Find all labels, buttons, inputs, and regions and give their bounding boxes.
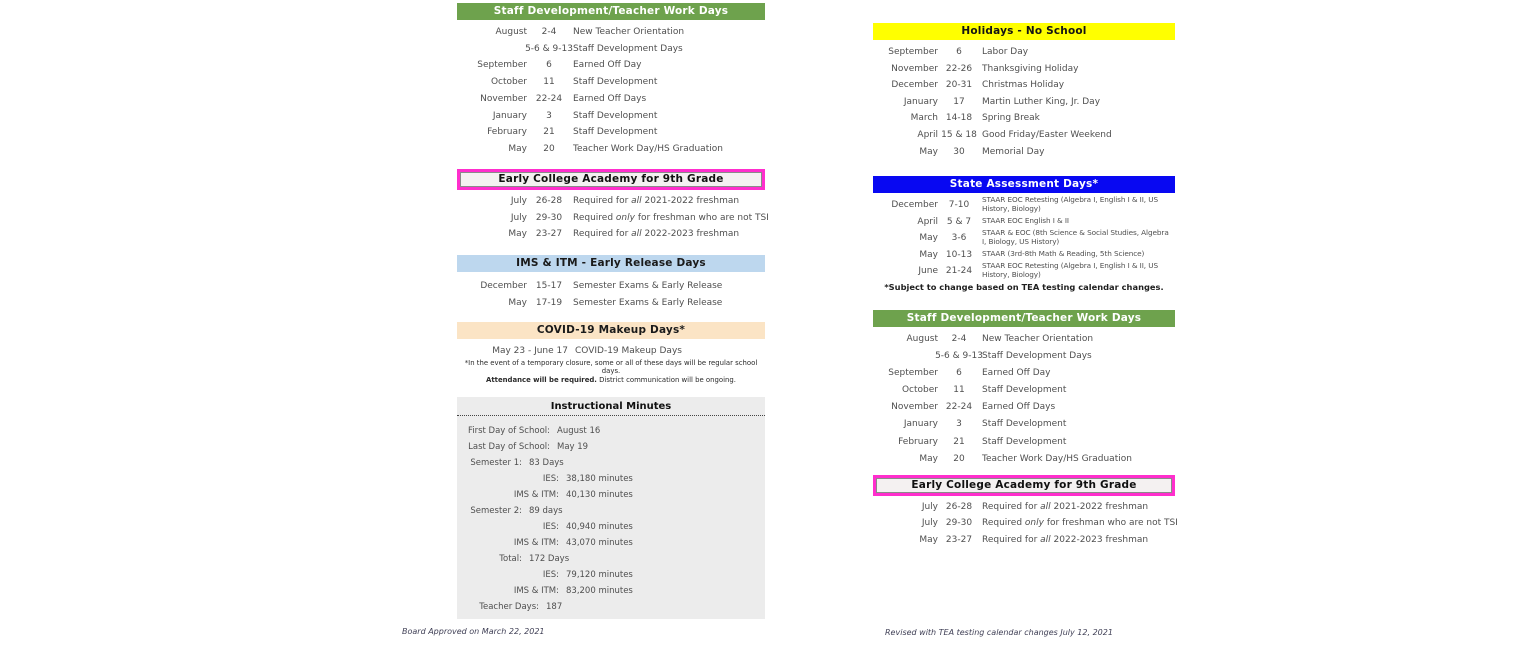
minutes-row — [457, 551, 765, 567]
row-description — [571, 193, 739, 210]
covid-footnote — [457, 359, 765, 384]
row-day-text: 20 — [543, 143, 555, 154]
row-day — [938, 144, 980, 161]
row-day — [938, 44, 980, 61]
desc-text: Required for — [573, 195, 632, 206]
desc-emphasis: all — [1040, 534, 1051, 545]
row-day-text: 30 — [953, 146, 965, 157]
covid-footnote-line1: *In the event of a temporary closure, some or all of these days will be regular school days. — [464, 358, 758, 376]
minutes-label: First Day of School: — [467, 425, 550, 436]
minutes-value: 172 Days — [529, 553, 570, 564]
row-day — [938, 127, 980, 144]
minutes-label: IES: — [542, 569, 559, 580]
row-day-text: 23-27 — [945, 534, 973, 545]
minutes-value: 83 Days — [529, 457, 564, 468]
row-day — [527, 124, 571, 141]
row-month: April — [917, 216, 938, 227]
row-day — [527, 24, 571, 41]
row-day-text: 17 — [953, 96, 965, 107]
row-month: November — [480, 93, 527, 104]
desc-text: for freshman who are not TSI — [634, 212, 769, 223]
row-month: October — [490, 77, 527, 88]
row-day — [527, 74, 571, 91]
row-day — [938, 499, 980, 516]
staff-dev-rows-left — [457, 24, 765, 158]
early-release-rows — [457, 278, 765, 311]
row-description: Semester Exams & Early Release — [573, 281, 723, 292]
calendar-row — [873, 532, 1175, 549]
calendar-row — [457, 24, 765, 41]
calendar-row — [873, 348, 1175, 365]
instructional-minutes-box — [457, 397, 765, 619]
desc-emphasis: only — [1024, 518, 1044, 529]
desc-text: 2021-2022 freshman — [1050, 501, 1149, 512]
row-month: December — [891, 199, 938, 210]
row-month: October — [901, 385, 938, 396]
holidays-header: Holidays - No School — [873, 23, 1175, 40]
row-description: Spring Break — [982, 113, 1040, 124]
row-month: May — [919, 249, 938, 260]
calendar-row — [873, 451, 1175, 468]
assessment-row — [873, 248, 1175, 261]
calendar-row — [873, 365, 1175, 382]
minutes-value: 40,940 minutes — [566, 521, 633, 532]
row-month: July — [510, 212, 527, 223]
desc-emphasis: all — [1040, 501, 1051, 512]
minutes-label: IMS & ITM: — [513, 585, 559, 596]
minutes-label: Teacher Days: — [479, 601, 539, 612]
row-day-text: 21 — [543, 127, 555, 138]
row-day — [527, 91, 571, 108]
assessment-row — [873, 215, 1175, 228]
row-description — [980, 532, 1148, 549]
row-day — [527, 108, 571, 125]
row-day-text: 6 — [546, 60, 552, 71]
row-month — [873, 348, 938, 365]
minutes-row — [457, 535, 765, 551]
eca-rows-left — [457, 193, 769, 244]
row-day — [938, 77, 980, 94]
row-month: February — [898, 436, 938, 447]
row-day — [527, 141, 571, 158]
covid-footnote-line2 — [457, 376, 765, 384]
calendar-row — [873, 416, 1175, 433]
desc-text: 2021-2022 freshman — [641, 195, 740, 206]
row-month: May — [508, 229, 527, 240]
row-month: February — [487, 127, 527, 138]
minutes-label: IMS & ITM: — [513, 537, 559, 548]
calendar-row — [873, 94, 1175, 111]
row-day-text: 14-18 — [945, 113, 973, 124]
row-day-text: 3 — [956, 419, 962, 430]
row-description — [980, 515, 1178, 532]
minutes-value: 187 — [546, 601, 563, 612]
calendar-row — [457, 74, 765, 91]
row-day — [527, 226, 571, 243]
calendar-row — [873, 399, 1175, 416]
row-day — [935, 348, 983, 365]
minutes-row — [457, 599, 765, 615]
row-day — [938, 399, 980, 416]
minutes-row — [457, 423, 765, 439]
minutes-row — [457, 439, 765, 455]
assessment-rows — [873, 196, 1175, 280]
calendar-row — [457, 278, 765, 294]
minutes-value: 40,130 minutes — [566, 489, 633, 500]
desc-text: Required — [982, 518, 1025, 529]
row-description: Staff Development — [982, 419, 1067, 430]
calendar-row — [873, 515, 1178, 532]
row-day-text: 20 — [953, 453, 965, 464]
row-month: May — [919, 453, 938, 464]
minutes-label: IES: — [542, 521, 559, 532]
eca-header-left: Early College Academy for 9th Grade — [457, 169, 765, 190]
calendar-row — [873, 77, 1175, 94]
row-month: August — [495, 27, 527, 37]
row-description: Staff Development — [573, 127, 658, 138]
staff-dev-header-left: Staff Development/Teacher Work Days — [457, 3, 765, 20]
row-day — [938, 110, 980, 127]
row-description: Thanksgiving Holiday — [982, 63, 1079, 74]
minutes-value: 83,200 minutes — [566, 585, 633, 596]
desc-text: 2022-2023 freshman — [641, 229, 740, 240]
row-day — [938, 451, 980, 468]
row-day — [938, 382, 980, 399]
minutes-value: 38,180 minutes — [566, 473, 633, 484]
row-day-text: 6 — [956, 47, 962, 57]
row-day-text: 7-10 — [948, 199, 970, 210]
row-month: March — [910, 113, 938, 124]
row-description: Good Friday/Easter Weekend — [982, 129, 1112, 140]
minutes-label: IES: — [542, 473, 559, 484]
desc-text: Required for — [982, 501, 1041, 512]
row-month: May — [508, 297, 527, 308]
row-month: August — [906, 333, 938, 344]
desc-text: for freshman who are not TSI — [1043, 518, 1178, 529]
row-day-text: 3 — [546, 110, 552, 121]
row-day — [938, 94, 980, 111]
row-day — [938, 250, 980, 260]
row-day-text: 26-28 — [945, 501, 973, 512]
minutes-row — [457, 471, 765, 487]
row-day-text: 21-24 — [945, 266, 973, 277]
calendar-row — [873, 61, 1175, 78]
row-day-text: 2-4 — [951, 333, 967, 344]
row-description: STAAR EOC Retesting (Algebra I, English I & II, US History, Biology) — [982, 195, 1158, 213]
row-day-text: 17-19 — [535, 297, 563, 308]
minutes-row — [457, 455, 765, 471]
instructional-minutes-header: Instructional Minutes — [457, 399, 765, 416]
row-day-text: 6 — [956, 368, 962, 379]
row-day — [938, 416, 980, 433]
row-description: Teacher Work Day/HS Graduation — [573, 143, 723, 154]
row-day — [938, 266, 980, 276]
minutes-label: Total: — [499, 553, 522, 564]
calendar-row — [873, 110, 1175, 127]
left-column — [457, 0, 769, 619]
board-approved-footer: Board Approved on March 22, 2021 — [402, 627, 545, 636]
minutes-label: Semester 1: — [470, 457, 522, 468]
row-description: COVID-19 Makeup Days — [575, 345, 682, 356]
row-month: April — [917, 129, 938, 140]
row-month: November — [891, 63, 938, 74]
assessment-row — [873, 196, 1175, 214]
row-month: June — [918, 266, 938, 277]
minutes-value: 79,120 minutes — [566, 569, 633, 580]
calendar-row — [873, 434, 1175, 451]
row-description: Staff Development — [573, 110, 658, 121]
assessment-row — [873, 229, 1175, 247]
row-day-text: 29-30 — [945, 518, 973, 529]
row-month: September — [888, 47, 938, 57]
row-day — [527, 278, 571, 294]
row-day — [527, 57, 571, 74]
row-day — [527, 193, 571, 210]
row-month: December — [891, 80, 938, 91]
row-day-text: 5 & 7 — [946, 216, 972, 227]
row-day — [938, 200, 980, 210]
desc-text: 2022-2023 freshman — [1050, 534, 1149, 545]
row-month: January — [903, 419, 938, 430]
calendar-row — [873, 144, 1175, 161]
row-day-text: 15-17 — [535, 281, 563, 292]
row-month: September — [477, 60, 527, 71]
calendar-row — [457, 91, 765, 108]
minutes-label: Semester 2: — [470, 505, 522, 516]
calendar-row — [457, 210, 769, 227]
row-description: Staff Development Days — [982, 351, 1092, 362]
calendar-row — [457, 57, 765, 74]
footnote-bold: Attendance will be required. — [486, 375, 597, 384]
covid-row — [457, 344, 765, 358]
desc-text: Required for — [982, 534, 1041, 545]
covid-header: COVID-19 Makeup Days* — [457, 322, 765, 339]
row-month: November — [891, 402, 938, 413]
row-description: New Teacher Orientation — [573, 27, 685, 37]
minutes-row — [457, 583, 765, 599]
row-day — [938, 365, 980, 382]
minutes-row — [457, 519, 765, 535]
calendar-row — [457, 193, 765, 210]
calendar-row — [457, 124, 765, 141]
desc-emphasis: only — [615, 212, 635, 223]
row-description: Staff Development — [982, 436, 1067, 447]
row-description — [980, 499, 1148, 516]
row-day — [527, 41, 571, 58]
row-day-text: 10-13 — [945, 249, 973, 260]
row-month: May — [508, 143, 527, 154]
row-description: Labor Day — [982, 47, 1029, 57]
assessment-header: State Assessment Days* — [873, 176, 1175, 193]
row-description: Earned Off Day — [982, 368, 1051, 379]
minutes-label: Last Day of School: — [468, 441, 550, 452]
row-day-text: 5-6 & 9-13 — [525, 43, 573, 54]
row-description: Staff Development — [573, 77, 658, 88]
calendar-row — [873, 331, 1175, 348]
minutes-value: 43,070 minutes — [566, 537, 633, 548]
row-month: January — [903, 96, 938, 107]
calendar-row — [457, 141, 765, 158]
desc-text: Required — [573, 212, 616, 223]
row-day-text: 5-6 & 9-13 — [935, 351, 983, 362]
calendar-row — [457, 41, 765, 58]
row-day-text: 15 & 18 — [941, 129, 977, 140]
row-day — [938, 434, 980, 451]
row-day-text: 11 — [953, 385, 965, 396]
row-month: May — [919, 233, 938, 244]
row-description: Staff Development Days — [573, 43, 683, 54]
row-month: July — [510, 195, 527, 206]
row-date: May 23 - June 17 — [492, 345, 568, 356]
row-day-text: 3-6 — [951, 233, 967, 244]
row-description: New Teacher Orientation — [982, 333, 1094, 344]
row-description: STAAR & EOC (8th Science & Social Studies, Algebra I, Biology, US History) — [982, 228, 1169, 247]
row-description: Christmas Holiday — [982, 80, 1065, 91]
calendar-row — [873, 382, 1175, 399]
calendar-row — [873, 44, 1175, 61]
row-day-text: 2-4 — [541, 27, 557, 37]
desc-emphasis: all — [631, 195, 642, 206]
minutes-value: 89 days — [529, 505, 563, 516]
early-release-header: IMS & ITM - Early Release Days — [457, 255, 765, 272]
eca-rows-right — [873, 499, 1178, 549]
row-month — [457, 41, 527, 58]
calendar-row — [873, 499, 1175, 516]
row-day-text: 23-27 — [535, 229, 563, 240]
row-description: Earned Off Day — [573, 60, 642, 71]
calendar-row — [457, 108, 765, 125]
row-description: Martin Luther King, Jr. Day — [982, 96, 1101, 107]
row-day — [938, 233, 980, 243]
desc-text: Required for — [573, 229, 632, 240]
row-day-text: 20-31 — [945, 80, 973, 91]
row-day-text: 22-24 — [945, 402, 973, 413]
row-description: Staff Development — [982, 385, 1067, 396]
minutes-label: IMS & ITM: — [513, 489, 559, 500]
row-day — [938, 61, 980, 78]
row-day-text: 29-30 — [535, 212, 563, 223]
row-month: September — [888, 368, 938, 379]
row-description — [571, 210, 769, 227]
staff-dev-header-right: Staff Development/Teacher Work Days — [873, 310, 1175, 327]
row-day-text: 26-28 — [535, 195, 563, 206]
calendar-row — [873, 127, 1175, 144]
row-day — [938, 331, 980, 348]
row-month: May — [919, 534, 938, 545]
row-day — [527, 295, 571, 311]
row-day-text: 22-26 — [945, 63, 973, 74]
row-day-text: 22-24 — [535, 93, 563, 104]
calendar-row — [457, 295, 765, 311]
row-day — [938, 217, 980, 227]
row-description — [571, 226, 739, 243]
row-month: December — [480, 281, 527, 292]
row-description: STAAR EOC English I & II — [982, 216, 1069, 226]
eca-header-right: Early College Academy for 9th Grade — [873, 475, 1175, 496]
holidays-rows — [873, 44, 1175, 160]
row-description: Earned Off Days — [573, 93, 647, 104]
minutes-value: May 19 — [557, 441, 589, 452]
assessment-row — [873, 262, 1175, 280]
row-day-text: 11 — [543, 77, 555, 88]
row-day-text: 21 — [953, 436, 965, 447]
desc-emphasis: all — [631, 229, 642, 240]
revised-footer: Revised with TEA testing calendar changes July 12, 2021 — [885, 628, 1113, 637]
right-column — [873, 0, 1178, 548]
row-month: July — [921, 501, 938, 512]
row-description: Semester Exams & Early Release — [573, 297, 723, 308]
footnote-rest: District communication will be ongoing. — [596, 375, 736, 384]
row-day — [527, 210, 571, 227]
minutes-row — [457, 567, 765, 583]
minutes-row — [457, 487, 765, 503]
minutes-row — [457, 503, 765, 519]
row-month: July — [921, 518, 938, 529]
row-day — [938, 515, 980, 532]
row-description: Memorial Day — [982, 146, 1045, 157]
row-description: STAAR (3rd-8th Math & Reading, 5th Science) — [982, 249, 1145, 259]
row-description: Earned Off Days — [982, 402, 1056, 413]
row-description: STAAR EOC Retesting (Algebra I, English I & II, US History, Biology) — [982, 261, 1158, 280]
minutes-value: August 16 — [557, 425, 601, 436]
row-day — [938, 532, 980, 549]
row-description: Teacher Work Day/HS Graduation — [982, 453, 1132, 464]
row-month: May — [919, 146, 938, 157]
calendar-row — [457, 226, 765, 243]
row-month: January — [492, 110, 527, 121]
instructional-minutes-rows — [457, 416, 765, 615]
staff-dev-rows-right — [873, 331, 1175, 468]
assessment-footnote: *Subject to change based on TEA testing calendar changes. — [884, 281, 1164, 292]
